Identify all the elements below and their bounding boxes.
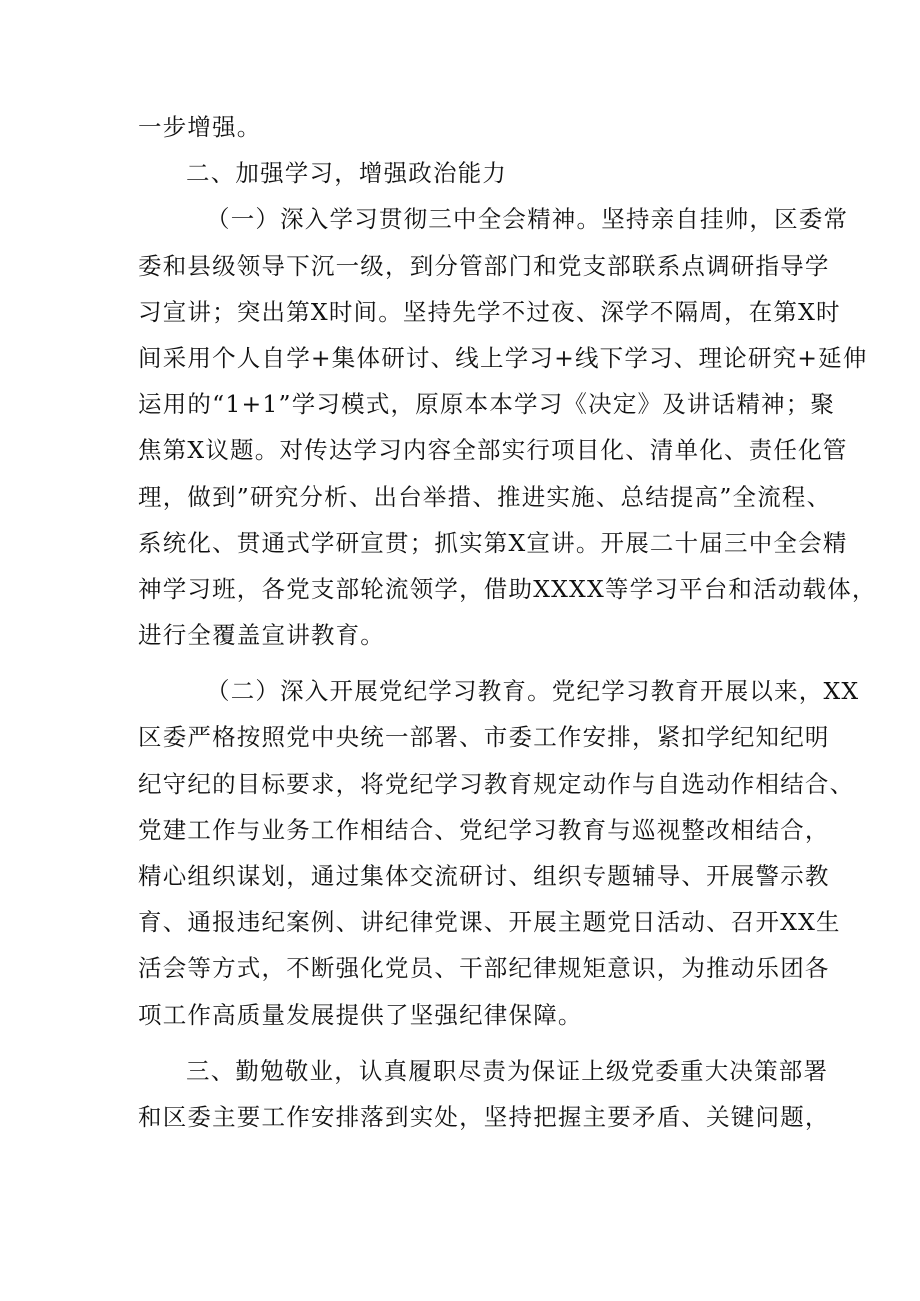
paragraph-1-line: （一）深入学习贯彻三中全会精神。坚持亲自挂帅，区委常: [206, 205, 849, 234]
paragraph-1-line: 委和县级领导下沉一级，到分管部门和党支部联系点调研指导学: [138, 251, 830, 280]
paragraph-1-line: 运用的“1+1”学习模式，原原本本学习《决定》及讲话精神；聚: [138, 390, 836, 419]
paragraph-1-line: 焦第X议题。对传达学习内容全部实行项目化、清单化、责任化管: [138, 436, 848, 465]
section-heading-2: 二、加强学习，增强政治能力: [186, 159, 508, 188]
paragraph-2-line: 育、通报违纪案例、讲纪律党课、开展主题党日活动、召开XX生: [138, 908, 841, 937]
paragraph-1-line: 间采用个人自学+集体研讨、线上学习+线下学习、理论研究+延伸: [138, 343, 868, 372]
paragraph-1-line: 系统化、贯通式学研宣贯；抓实第X宣讲。开展二十届三中全会精: [138, 528, 848, 557]
paragraph-gap: [138, 658, 798, 668]
paragraph-2-line: 纪守纪的目标要求，将党纪学习教育规定动作与自选动作相结合、: [138, 769, 855, 798]
paragraph-1-line: 神学习班，各党支部轮流领学，借助XXXX等学习平台和活动载体，: [138, 574, 877, 603]
text-line: 一步增强。: [138, 113, 262, 141]
paragraph-2-line: 活会等方式，不断强化党员、干部纪律规矩意识，为推动乐团各: [138, 954, 830, 983]
paragraph-1-line: 理，做到”研究分析、出台举措、推进实施、总结提高”全流程、: [138, 482, 832, 511]
paragraph-gap: [138, 1038, 798, 1048]
paragraph-1-line: 进行全覆盖宣讲教育。: [138, 621, 385, 650]
paragraph-2-line: 精心组织谋划，通过集体交流研讨、组织专题辅导、开展警示教: [138, 862, 830, 890]
paragraph-2-line: 党建工作与业务工作相结合、党纪学习教育与巡视整改相结合，: [138, 815, 830, 844]
document-body: [138, 104, 877, 1140]
paragraph-2-line: 项工作高质量发展提供了坚强纪律保障。: [138, 1000, 583, 1029]
section-heading-3-line: 和区委主要工作安排落到实处，坚持把握主要矛盾、关键问题，: [138, 1102, 830, 1131]
paragraph-1-line: 习宣讲；突出第X时间。坚持先学不过夜、深学不隔周，在第X时: [138, 297, 841, 326]
section-heading-3-line: 三、勤勉敬业，认真履职尽责为保证上级党委重大决策部署: [186, 1056, 829, 1085]
paragraph-2-line: 区委严格按照党中央统一部署、市委工作安排，紧扣学纪知纪明: [138, 723, 830, 752]
paragraph-2-line: （二）深入开展党纪学习教育。党纪学习教育开展以来，XX: [206, 677, 860, 706]
